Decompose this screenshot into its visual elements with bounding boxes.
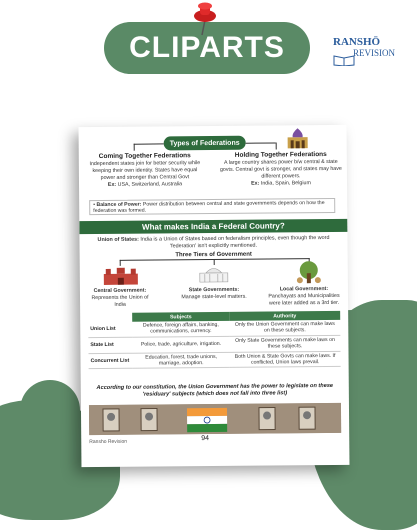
coming-together-text: Independent states join for better security while keeping their own identity. States have equal power and stronger than Central Govt [85, 160, 205, 181]
table-header: Authority [229, 311, 340, 321]
holding-together-example: Ex: India, Spain, Belgium [219, 180, 343, 188]
table-row-label: Union List [88, 322, 132, 338]
holding-together-text: A large country shares power b/w central & state govts. Central govt is stronger, and states may have different powers. [219, 159, 343, 180]
footer-brand: Ransho Revision [89, 439, 127, 445]
banner-title: CLIPARTS [129, 31, 285, 65]
table-cell: Education, forest, trade unions, marriage, adoption. [132, 352, 229, 369]
portraits-and-flag-image [89, 403, 341, 435]
section-title-bar: What makes India a Federal Country? [79, 219, 347, 234]
holding-together-title: Holding Together Federations [219, 151, 343, 159]
table-row-label: State List [88, 337, 132, 353]
brand-logo [333, 36, 413, 70]
logo-text-bottom: REVISION [353, 48, 413, 58]
background-blob [20, 380, 80, 440]
table-cell: Both Union & State Govts can make laws. If conflicted, Union laws prevail. [230, 351, 341, 368]
connector-line [246, 142, 276, 143]
table-cell: Police, trade, agriculture, irrigation. [132, 336, 229, 353]
federations-pill: Types of Federations [164, 136, 246, 151]
local-government-tier: Local Government: Panchayats and Municipalities were later added as a 3rd tier. [262, 286, 346, 307]
constitution-quote: According to our constitution, the Union Government has the power to legislate on these 'residuary' subjects (which does not fall into three list) [95, 383, 335, 399]
connector-line [134, 144, 135, 151]
connector-line [120, 260, 121, 266]
state-government-tier: State Governments: Manage state-level matters. [176, 287, 252, 301]
union-of-states-text: Union of States: India is a Union of States based on federalism principles, even though the word 'federation' isn't explicitly mentioned. [93, 235, 333, 251]
red-fort-icon [102, 267, 140, 285]
coming-together-title: Coming Together Federations [85, 152, 205, 160]
book-icon [333, 54, 355, 66]
table-row [88, 351, 340, 369]
palace-icon [285, 127, 311, 149]
balance-of-power-note: • Balance of Power: Power distribution between central and state governments depends on how the federation was formed. [89, 198, 335, 215]
parliament-photo [89, 403, 341, 435]
connector-line [276, 142, 277, 149]
table-cell: Only State Governments can make laws on these subjects. [230, 335, 341, 352]
table-header: Subjects [132, 312, 229, 322]
page-number: 94 [201, 435, 209, 442]
document-page [79, 125, 350, 467]
coming-together-example: Ex: USA, Switzerland, Australia [85, 181, 205, 189]
logo-text-top: RANSHŌ [333, 36, 413, 48]
lists-table [88, 311, 340, 370]
table-header [88, 313, 132, 322]
capitol-building-icon [196, 264, 232, 284]
connector-line [134, 143, 164, 144]
central-government-tier: Central Government: Represents the Union of India [90, 288, 150, 309]
village-tree-icon [292, 261, 326, 285]
table-row-label: Concurrent List [88, 353, 132, 369]
push-pin-icon [190, 2, 220, 36]
tiers-title: Three Tiers of Government [80, 251, 348, 259]
table-cell: Defence, foreign affairs, banking, communications, currency. [132, 321, 229, 337]
table-cell: Only the Union Government can make laws on these subjects. [229, 320, 340, 336]
